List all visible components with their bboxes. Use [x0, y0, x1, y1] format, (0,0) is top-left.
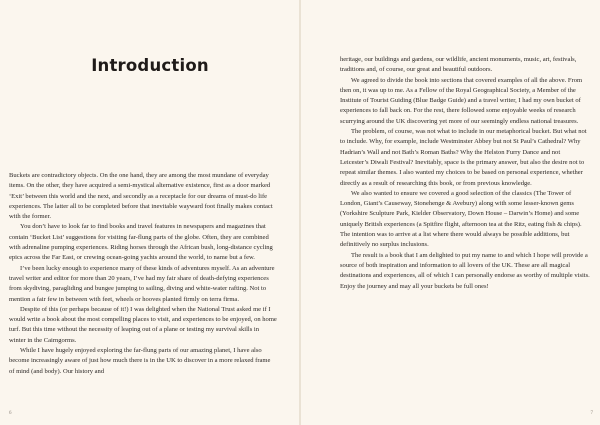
paragraph: We also wanted to ensure we covered a good selection of the classics (The Tower of London, Giant’s Causeway, Stonehenge & Avebury) along with some lesser-known gems (Yorkshire Sculpture Park, Kielder Observatory, Down House – Darwin’s Home) and some uniquely British experiences (a Spitfire flight, afternoon tea at the Ritz, eating fish & chips). The intention was to arrive at a list where there would always be possible additions, but definitively no surplus inclusions. — [340, 189, 582, 249]
paragraph: Buckets are contradictory objects. On the one hand, they are among the most mundane of everyday items. On the other, they have acquired a semi-mystical alternative existence, first as a door marked ‘Exit’ between this world and the next, and secondly as a receptacle for our dreams of must-do life experiences. The latter all to be completed before that inevitable wayward foot finally makes contact with the former. — [9, 172, 273, 221]
right-column — [340, 55, 590, 292]
left-column — [9, 171, 277, 377]
page-number-right: 7 — [590, 411, 593, 416]
right-page — [300, 0, 600, 425]
page-number-left: 6 — [9, 411, 12, 416]
paragraph: heritage, our buildings and gardens, our wildlife, ancient monuments, music, art, festivals, traditions and, of course, our great and beautiful outdoors. — [340, 56, 577, 74]
paragraph: I’ve been lucky enough to experience many of these kinds of adventures myself. As an adventure travel writer and editor for more than 20 years, I’ve had my fair share of death-defying experiences from skydiving, paragliding and bungee jumping to sailing, diving and white-water rafting. Not to mention a fair few in between with feet, wheels or hooves planted firmly on terra firma. — [9, 264, 275, 303]
paragraph: The problem, of course, was not what to include in our metaphorical bucket. But what not to include. Why, for example, include Westminster Abbey but not St Paul’s Cathedral? Why Hadrian’s Wall and not Bath’s Roman Baths? Why the Helston Furry Dance and not Leicester’s Diwali Festival? Inevitably, space is the primary answer, but also the desire not to repeat similar themes. I also wanted my choices to be based on personal experience, whether directly as a result of researching this book, or from previous knowledge. — [340, 128, 587, 187]
paragraph: The result is a book that I am delighted to put my name to and which I hope will provide a source of both inspiration and information to all lovers of the UK. These are all magical destinations and experiences, all of which I can personally endorse as worthy of multiple visits. Enjoy the journey and may all your buckets be full ones! — [340, 251, 590, 290]
paragraph: Despite of this (or perhaps because of it!) I was delighted when the National Trust asked me if I would write a book about the most compelling places to visit, and experiences to be enjoyed, on home turf. But this time without the necessity of leaping out of a plane or testing my survival skills in winter in the Cairngorms. — [9, 305, 277, 344]
paragraph: You don’t have to look far to find books and travel features in newspapers and magazines that contain ‘Bucket List’ suggestions for visiting far-flung parts of the globe. Often, they are combined with adrenaline pumping experiences. Riding horses through the African bush, long-distance cycling epics across the Far East, or crewing ocean-going yachts around the world, to name but a few. — [9, 223, 273, 262]
chapter-title: Introduction — [91, 56, 209, 75]
paragraph: We agreed to divide the book into sections that covered examples of all the above. From then on, it was up to me. As a Fellow of the Royal Geographical Society, a Member of the Institute of Tourist Guiding (Blue Badge Guide) and a travel writer, I had my own bucket of experiences to fall back on. For the rest, there followed some enjoyable weeks of research scurrying around the UK discovering yet more of our seemingly endless national treasures. — [340, 76, 583, 125]
paragraph: While I have hugely enjoyed exploring the far-flung parts of our amazing planet, I have also become increasingly aware of just how much there is in the UK to discover in a more relaxed frame of mind (and body). Our history and — [9, 347, 271, 375]
